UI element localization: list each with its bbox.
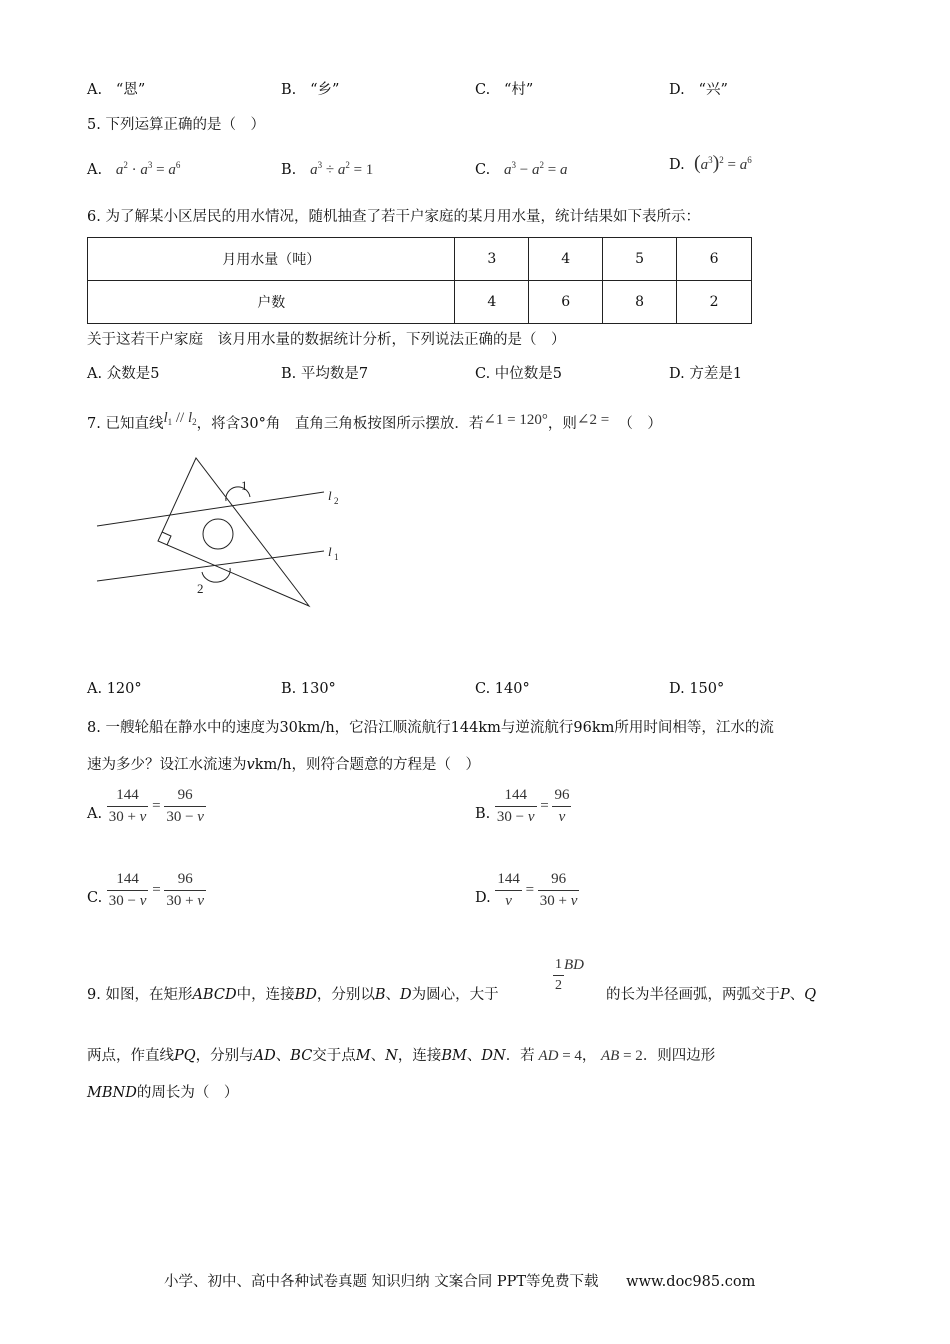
table-cell: 8 <box>603 281 677 324</box>
q7-parallel-formula: $l_1 // l_2$ <box>163 410 197 427</box>
line2-subscript: 2 <box>334 496 339 506</box>
line1-subscript: 1 <box>334 552 339 562</box>
q6-question: 关于这若干户家庭 该月用水量的数据统计分析，下列说法正确的是（ ） <box>87 332 566 348</box>
q8-stem-line1: 8. 一艘轮船在静水中的速度为30km/h，它沿江顺流航行144km与逆流航行96km所用时间相等，江水的流 <box>87 720 774 736</box>
table-row <box>88 281 752 324</box>
q7-option-c: C. 140° <box>475 681 530 697</box>
angle2-label: 2 <box>197 581 204 596</box>
water-usage-table <box>87 237 752 324</box>
q4-option-a: A. “恩” <box>87 82 146 98</box>
q6-option-d: D. 方差是1 <box>669 366 743 382</box>
q7-angle1-formula: ∠1 = 120° <box>483 412 548 428</box>
q5-option-d: D. $(a^3)^2 = a^6$ <box>669 152 752 174</box>
table-header-cell: 户数 <box>88 281 455 324</box>
angle1-label: 1 <box>241 478 248 493</box>
q6-option-b: B. 平均数是7 <box>281 366 369 382</box>
q7-stem: 7. 已知直线$l_1 // l_2$，将含30°角 直角三角板按图所示摆放．若∠1 = 120°，则∠2 = （ ） <box>87 410 662 432</box>
q8-stem-line2: 速为多少？设江水流速为vkm/h，则符合题意的方程是（ ） <box>87 757 480 773</box>
footer-text: 小学、初中、高中各种试卷真题 知识归纳 文案合同 PPT等免费下载 <box>164 1274 599 1290</box>
q8-option-c: C. $\frac{144}{30 - v}$ = $\frac{96}{30 + v}$ <box>87 871 205 909</box>
q6-option-c: C. 中位数是5 <box>475 366 563 382</box>
q8-equation-c: $\frac{144}{30 - v}$ = $\frac{96}{30 + v}$ <box>108 871 205 909</box>
q4-option-c: C. “村” <box>475 82 534 98</box>
q5-formula-a: $a^2 \cdot a^3 = a^6$ <box>115 160 181 178</box>
q4-option-b: B. “乡” <box>281 82 340 98</box>
q5-stem: 5. 下列运算正确的是（ ） <box>87 117 265 133</box>
q6-option-a: A. 众数是5 <box>87 366 160 382</box>
line-l1 <box>97 551 324 581</box>
table-cell: 6 <box>677 238 752 281</box>
ruler-hole-circle <box>203 519 233 549</box>
q4-option-d: D. “兴” <box>669 82 728 98</box>
table-cell: 4 <box>529 238 603 281</box>
footer <box>164 1270 755 1291</box>
table-cell: 3 <box>455 238 529 281</box>
q8-equation-b: $\frac{144}{30 - v}$ = $\frac{96}{v}$ <box>496 787 570 825</box>
q9-half-bd: $\frac{1}{2}$ BD <box>555 957 584 994</box>
q5-formula-c: $a^3 - a^2 = a$ <box>504 160 568 178</box>
q8-equation-a: $\frac{144}{30 + v}$ = $\frac{96}{30 - v}$ <box>108 787 204 825</box>
q5-option-a: A. $a^2 \cdot a^3 = a^6$ <box>87 160 181 178</box>
table-cell: 2 <box>677 281 752 324</box>
q7-figure <box>80 450 380 620</box>
q9-line3: MBND的周长为（ ） <box>87 1085 239 1101</box>
table-header-cell: 月用水量（吨） <box>88 238 455 281</box>
q5-option-c: C. $a^3 - a^2 = a$ <box>475 160 568 178</box>
table-cell: 5 <box>603 238 677 281</box>
q8-option-d: D. $\frac{144}{v}$ = $\frac{96}{30 + v}$ <box>475 871 578 909</box>
q5-formula-d: $(a^3)^2 = a^6$ <box>693 152 752 174</box>
q5-option-b: B. $a^3 \div a^2 = 1$ <box>281 160 374 178</box>
q8-option-a: A. $\frac{144}{30 + v}$ = $\frac{96}{30 - v}$ <box>87 787 204 825</box>
q9-ad-formula: AD = 4 <box>538 1048 582 1064</box>
q9-ab-formula: AB = 2 <box>601 1048 643 1064</box>
footer-url[interactable]: www.doc985.com <box>626 1274 756 1290</box>
triangle-ruler <box>158 458 309 606</box>
q8-option-b: B. $\frac{144}{30 - v}$ = $\frac{96}{v}$ <box>475 787 570 825</box>
line1-label: l <box>328 544 332 559</box>
q7-angle2-formula: ∠2 = <box>576 412 610 428</box>
q7-option-d: D. 150° <box>669 681 725 697</box>
table-cell: 4 <box>455 281 529 324</box>
table-row <box>88 238 752 281</box>
q7-option-a: A. 120° <box>87 681 142 697</box>
table-cell: 6 <box>529 281 603 324</box>
q6-stem: 6. 为了解某小区居民的用水情况，随机抽查了若干户家庭的某月用水量，统计结果如下表所示： <box>87 209 700 225</box>
q9-line2: 两点，作直线PQ，分别与AD、BC交于点M、N，连接BM、DN．若 AD = 4， AB = 2．则四边形 <box>87 1048 716 1064</box>
q7-option-b: B. 130° <box>281 681 336 697</box>
q5-formula-b: $a^3 \div a^2 = 1$ <box>310 160 374 178</box>
q8-equation-d: $\frac{144}{v}$ = $\frac{96}{30 + v}$ <box>497 871 578 909</box>
q9-line1: 9. 如图，在矩形ABCD中，连接BD，分别以B、D为圆心，大于 <box>87 987 499 1003</box>
line2-label: l <box>328 488 332 503</box>
q9-line1-end: 的长为半径画弧，两弧交于P、Q <box>606 987 817 1003</box>
